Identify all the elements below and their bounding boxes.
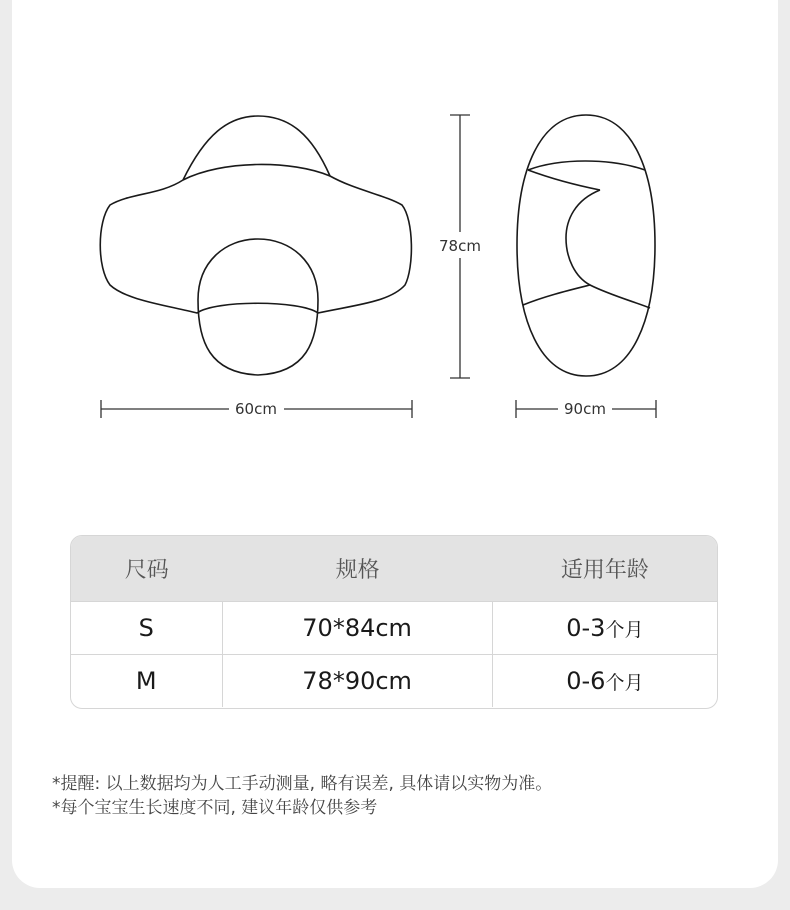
side-view-inner-curve xyxy=(566,190,600,285)
note-line: *提醒: 以上数据均为人工手动测量, 略有误差, 具体请以实物为准。 xyxy=(52,774,553,794)
age-unit: 个月 xyxy=(605,671,644,694)
size-table xyxy=(70,535,718,709)
age-cell xyxy=(493,602,717,654)
age-cell xyxy=(493,655,717,707)
front-width-label: 60cm xyxy=(235,400,277,418)
spec-cell: 78*90cm xyxy=(223,655,493,707)
header-size: 尺码 xyxy=(124,558,169,583)
size-cell: S xyxy=(71,602,223,654)
side-view-bottom-flap xyxy=(523,285,650,308)
header-spec: 规格 xyxy=(335,558,380,583)
front-view-outline xyxy=(100,116,411,313)
side-width-label: 90cm xyxy=(564,400,606,418)
table-header-row xyxy=(71,536,717,601)
age-range: 0-3 xyxy=(566,614,606,642)
size-cell: M xyxy=(71,655,223,707)
side-view-top-flap-lower xyxy=(528,170,600,190)
spec-cell: 70*84cm xyxy=(223,602,493,654)
age-unit: 个月 xyxy=(605,618,644,641)
measurement-notes xyxy=(52,772,752,820)
table-row xyxy=(71,654,717,707)
table-row xyxy=(71,601,717,654)
age-range: 0-6 xyxy=(566,667,606,695)
note-line: *每个宝宝生长速度不同, 建议年龄仅供参考 xyxy=(52,798,378,818)
front-view-collar xyxy=(183,164,330,180)
side-view-outline xyxy=(517,115,655,376)
side-view-top-flap xyxy=(528,161,645,170)
height-label: 78cm xyxy=(439,237,481,255)
header-age: 适用年龄 xyxy=(560,558,649,583)
